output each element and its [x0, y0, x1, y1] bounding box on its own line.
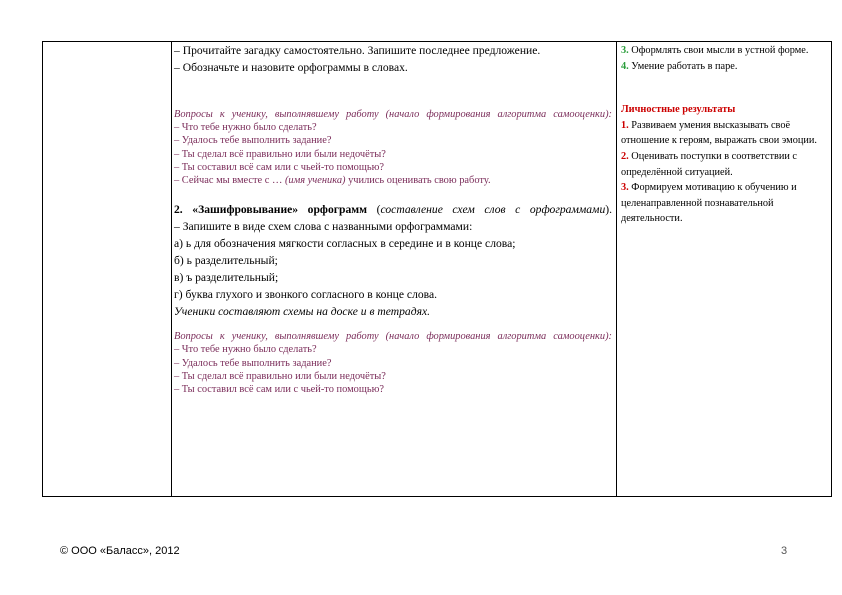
copyright-footer: © ООО «Баласс», 2012	[60, 545, 180, 557]
task-item: в) ъ разделительный;	[174, 271, 279, 285]
question-item: – Удалось тебе выполнить задание?	[174, 135, 332, 147]
task-text: – Запишите в виде схем слова с названными орфограммами:	[174, 220, 473, 234]
section-heading: 2. «Зашифровывание» орфограмм (составление схем слов с орфограммами).	[174, 203, 613, 217]
task-item: г) буква глухого и звонкого согласного в конце слова.	[174, 288, 438, 302]
question-item: – Удалось тебе выполнить задание?	[174, 357, 332, 369]
result-item: 3. Оформлять свои мысли в устной форме.	[621, 45, 809, 56]
questions-intro: Вопросы к ученику, выполнявшему работу (начало формирования алгоритма самооценки):	[174, 331, 612, 343]
questions-intro: Вопросы к ученику, выполнявшему работу (начало формирования алгоритма самооценки):	[174, 109, 612, 120]
lesson-table	[42, 41, 832, 497]
question-item: – Ты сделал всё правильно или были недочёты?	[174, 148, 386, 160]
instruction-mark: – Обозначьте и назовите орфограммы в словах.	[174, 61, 408, 74]
stage-column	[43, 42, 172, 496]
questions-block-1	[174, 108, 612, 187]
results-column	[616, 42, 831, 496]
activity-column	[171, 42, 617, 496]
question-item: – Сейчас мы вместе с … (имя ученика) учились оценивать свою работу.	[174, 175, 491, 187]
question-item: – Ты составил всё сам или с чьей-то помощью?	[174, 384, 384, 396]
result-item: 3. Формируем мотивацию к обучению и целенаправленной познавательной деятельности.	[621, 182, 797, 225]
personal-results-heading: Личностные результаты	[621, 104, 736, 116]
result-item: 4. Умение работать в паре.	[621, 60, 738, 72]
result-item: 2. Оценивать поступки в соответствии с определённой ситуацией.	[621, 150, 798, 178]
instruction-read: – Прочитайте загадку самостоятельно. Запишите последнее предложение.	[174, 44, 541, 57]
students-note: Ученики составляют схемы на доске и в тетрадях.	[174, 305, 431, 319]
question-item: – Ты сделал всё правильно или были недочёты?	[174, 370, 386, 382]
task-item: а) ь для обозначения мягкости согласных в середине и в конце слова;	[174, 237, 516, 251]
question-item: – Что тебе нужно было сделать?	[174, 344, 317, 356]
questions-block-2	[174, 330, 612, 396]
result-item: 1. Развиваем умения высказывать своё отношение к героям, выражать свои эмоции.	[621, 119, 817, 147]
question-item: – Что тебе нужно было сделать?	[174, 122, 317, 134]
task-item: б) ь разделительный;	[174, 254, 278, 268]
question-item: – Ты составил всё сам или с чьей-то помощью?	[174, 161, 384, 173]
page-number: 3	[781, 545, 788, 557]
